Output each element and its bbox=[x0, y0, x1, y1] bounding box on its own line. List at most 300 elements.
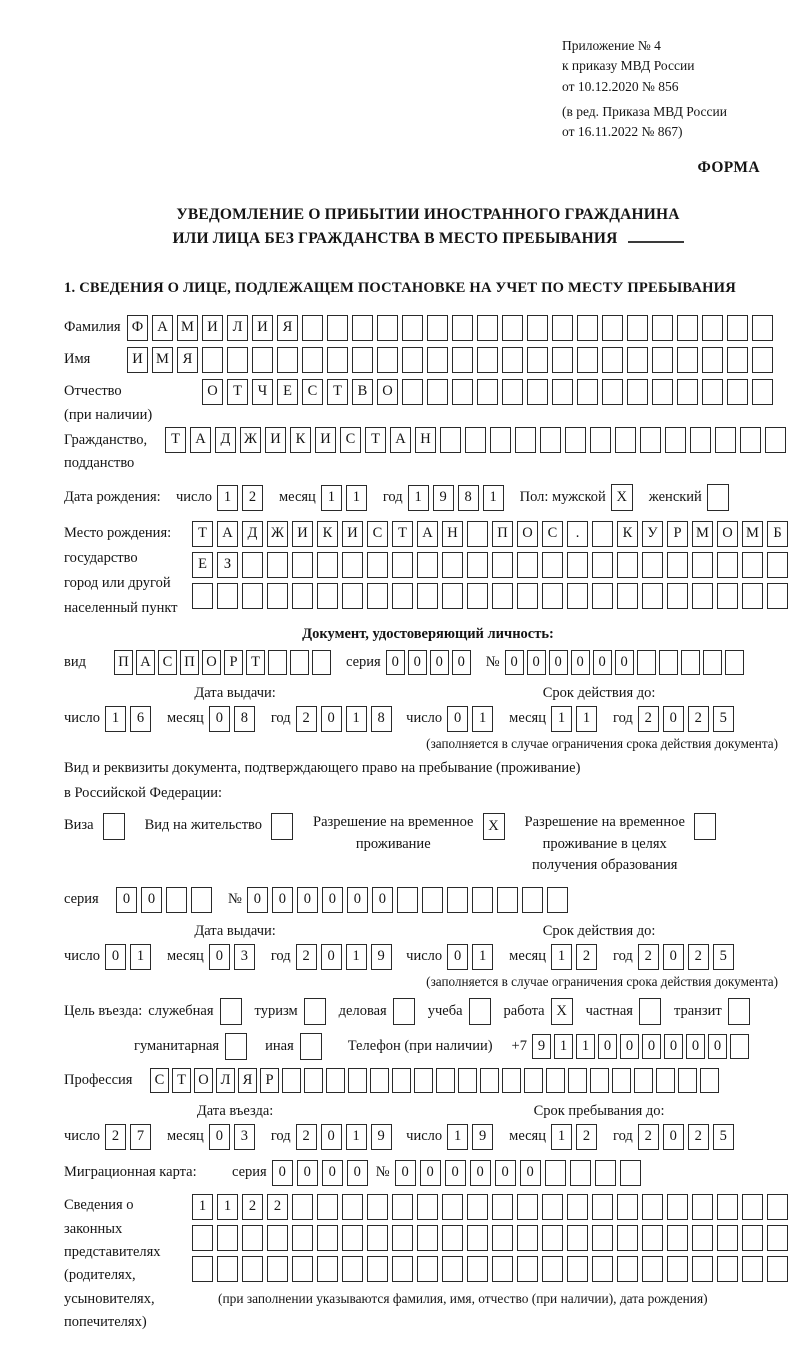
char-box[interactable]: Р bbox=[224, 650, 243, 675]
char-box[interactable]: Ж bbox=[240, 427, 261, 453]
char-box[interactable]: 3 bbox=[234, 1124, 255, 1150]
char-box[interactable] bbox=[392, 552, 413, 578]
char-box[interactable] bbox=[652, 347, 673, 373]
char-box[interactable]: 0 bbox=[420, 1160, 441, 1186]
char-box[interactable] bbox=[742, 1256, 763, 1282]
char-box[interactable] bbox=[577, 315, 598, 341]
char-box[interactable]: У bbox=[642, 521, 663, 547]
char-box[interactable] bbox=[642, 1256, 663, 1282]
char-box[interactable] bbox=[727, 347, 748, 373]
purpose-tourism-checkbox[interactable] bbox=[304, 998, 326, 1025]
char-box[interactable] bbox=[592, 1225, 613, 1251]
char-box[interactable] bbox=[667, 1225, 688, 1251]
char-box[interactable]: М bbox=[742, 521, 763, 547]
char-box[interactable]: 1 bbox=[554, 1034, 573, 1059]
char-box[interactable] bbox=[527, 347, 548, 373]
purpose-other-checkbox[interactable] bbox=[300, 1033, 322, 1060]
char-box[interactable] bbox=[627, 315, 648, 341]
char-box[interactable] bbox=[348, 1068, 367, 1093]
char-box[interactable]: 0 bbox=[209, 944, 230, 970]
char-box[interactable] bbox=[767, 1225, 788, 1251]
char-box[interactable]: 0 bbox=[663, 706, 684, 732]
char-box[interactable]: 1 bbox=[346, 944, 367, 970]
char-box[interactable]: Т bbox=[327, 379, 348, 405]
char-box[interactable] bbox=[447, 887, 468, 913]
char-box[interactable]: 0 bbox=[470, 1160, 491, 1186]
char-box[interactable]: Р bbox=[260, 1068, 279, 1093]
char-box[interactable] bbox=[191, 887, 212, 913]
char-box[interactable] bbox=[477, 379, 498, 405]
char-box[interactable] bbox=[417, 552, 438, 578]
char-box[interactable]: 0 bbox=[708, 1034, 727, 1059]
char-box[interactable] bbox=[166, 887, 187, 913]
char-box[interactable]: 0 bbox=[571, 650, 590, 675]
char-box[interactable] bbox=[480, 1068, 499, 1093]
char-box[interactable]: А bbox=[390, 427, 411, 453]
char-box[interactable]: С bbox=[542, 521, 563, 547]
char-box[interactable]: С bbox=[367, 521, 388, 547]
char-box[interactable] bbox=[267, 1225, 288, 1251]
char-box[interactable]: 2 bbox=[296, 706, 317, 732]
purpose-work-checkbox[interactable]: X bbox=[551, 998, 573, 1025]
char-box[interactable] bbox=[752, 315, 773, 341]
purpose-business-checkbox[interactable] bbox=[393, 998, 415, 1025]
char-box[interactable] bbox=[652, 379, 673, 405]
char-box[interactable]: 0 bbox=[686, 1034, 705, 1059]
char-box[interactable] bbox=[717, 1194, 738, 1220]
char-box[interactable] bbox=[302, 347, 323, 373]
char-box[interactable]: М bbox=[177, 315, 198, 341]
char-box[interactable] bbox=[304, 1068, 323, 1093]
char-box[interactable]: 5 bbox=[713, 944, 734, 970]
char-box[interactable] bbox=[702, 347, 723, 373]
char-box[interactable]: 2 bbox=[688, 944, 709, 970]
char-box[interactable]: 2 bbox=[576, 944, 597, 970]
char-box[interactable] bbox=[370, 1068, 389, 1093]
char-box[interactable] bbox=[277, 347, 298, 373]
char-box[interactable] bbox=[490, 427, 511, 453]
char-box[interactable] bbox=[659, 650, 678, 675]
char-box[interactable] bbox=[242, 583, 263, 609]
char-box[interactable] bbox=[517, 552, 538, 578]
sex-male-checkbox[interactable]: X bbox=[611, 484, 633, 511]
char-box[interactable]: И bbox=[127, 347, 148, 373]
char-box[interactable]: 2 bbox=[688, 706, 709, 732]
char-box[interactable] bbox=[568, 1068, 587, 1093]
char-box[interactable]: 9 bbox=[371, 944, 392, 970]
char-box[interactable] bbox=[620, 1160, 641, 1186]
char-box[interactable]: К bbox=[617, 521, 638, 547]
char-box[interactable] bbox=[467, 1225, 488, 1251]
char-box[interactable]: 1 bbox=[483, 485, 504, 511]
char-box[interactable]: 1 bbox=[447, 1124, 468, 1150]
char-box[interactable] bbox=[492, 1194, 513, 1220]
char-box[interactable]: К bbox=[317, 521, 338, 547]
char-box[interactable]: 0 bbox=[347, 887, 368, 913]
char-box[interactable] bbox=[702, 379, 723, 405]
char-box[interactable] bbox=[522, 887, 543, 913]
char-box[interactable] bbox=[552, 379, 573, 405]
char-box[interactable]: 1 bbox=[321, 485, 342, 511]
char-box[interactable]: 2 bbox=[242, 485, 263, 511]
char-box[interactable]: 3 bbox=[234, 944, 255, 970]
char-box[interactable] bbox=[427, 315, 448, 341]
char-box[interactable]: 0 bbox=[321, 944, 342, 970]
char-box[interactable] bbox=[465, 427, 486, 453]
char-box[interactable] bbox=[717, 552, 738, 578]
sex-female-checkbox[interactable] bbox=[707, 484, 729, 511]
char-box[interactable] bbox=[192, 1225, 213, 1251]
char-box[interactable] bbox=[602, 379, 623, 405]
char-box[interactable]: 9 bbox=[371, 1124, 392, 1150]
char-box[interactable]: С bbox=[150, 1068, 169, 1093]
char-box[interactable] bbox=[267, 552, 288, 578]
char-box[interactable] bbox=[467, 583, 488, 609]
char-box[interactable] bbox=[565, 427, 586, 453]
char-box[interactable]: 0 bbox=[615, 650, 634, 675]
char-box[interactable]: 9 bbox=[532, 1034, 551, 1059]
char-box[interactable] bbox=[552, 315, 573, 341]
char-box[interactable]: 0 bbox=[247, 887, 268, 913]
char-box[interactable] bbox=[765, 427, 786, 453]
char-box[interactable]: 2 bbox=[638, 944, 659, 970]
char-box[interactable]: Я bbox=[177, 347, 198, 373]
char-box[interactable] bbox=[690, 427, 711, 453]
char-box[interactable]: А bbox=[217, 521, 238, 547]
char-box[interactable]: 0 bbox=[209, 1124, 230, 1150]
char-box[interactable]: И bbox=[292, 521, 313, 547]
char-box[interactable] bbox=[397, 887, 418, 913]
char-box[interactable] bbox=[367, 1194, 388, 1220]
char-box[interactable] bbox=[472, 887, 493, 913]
char-box[interactable]: П bbox=[114, 650, 133, 675]
char-box[interactable] bbox=[717, 1225, 738, 1251]
char-box[interactable] bbox=[727, 315, 748, 341]
char-box[interactable] bbox=[602, 315, 623, 341]
residence-permit-checkbox[interactable] bbox=[271, 813, 293, 840]
char-box[interactable] bbox=[342, 1225, 363, 1251]
char-box[interactable] bbox=[290, 650, 309, 675]
char-box[interactable] bbox=[392, 1225, 413, 1251]
char-box[interactable] bbox=[627, 379, 648, 405]
char-box[interactable] bbox=[442, 1256, 463, 1282]
char-box[interactable] bbox=[242, 1225, 263, 1251]
char-box[interactable]: П bbox=[180, 650, 199, 675]
char-box[interactable] bbox=[592, 1256, 613, 1282]
char-box[interactable] bbox=[570, 1160, 591, 1186]
char-box[interactable] bbox=[452, 315, 473, 341]
char-box[interactable] bbox=[367, 1256, 388, 1282]
char-box[interactable] bbox=[326, 1068, 345, 1093]
char-box[interactable]: 0 bbox=[321, 1124, 342, 1150]
char-box[interactable]: 1 bbox=[576, 1034, 595, 1059]
char-box[interactable]: 5 bbox=[713, 1124, 734, 1150]
char-box[interactable] bbox=[642, 552, 663, 578]
char-box[interactable]: 0 bbox=[549, 650, 568, 675]
char-box[interactable]: 0 bbox=[395, 1160, 416, 1186]
char-box[interactable]: 2 bbox=[296, 944, 317, 970]
char-box[interactable]: 1 bbox=[217, 1194, 238, 1220]
char-box[interactable] bbox=[497, 887, 518, 913]
char-box[interactable] bbox=[342, 1256, 363, 1282]
char-box[interactable] bbox=[545, 1160, 566, 1186]
char-box[interactable]: 0 bbox=[297, 887, 318, 913]
char-box[interactable]: 0 bbox=[598, 1034, 617, 1059]
char-box[interactable] bbox=[402, 379, 423, 405]
char-box[interactable]: Т bbox=[172, 1068, 191, 1093]
char-box[interactable] bbox=[317, 1256, 338, 1282]
char-box[interactable]: 1 bbox=[472, 944, 493, 970]
char-box[interactable]: 2 bbox=[296, 1124, 317, 1150]
char-box[interactable]: А bbox=[136, 650, 155, 675]
char-box[interactable]: 5 bbox=[713, 706, 734, 732]
char-box[interactable] bbox=[627, 347, 648, 373]
char-box[interactable] bbox=[342, 1194, 363, 1220]
char-box[interactable]: 1 bbox=[408, 485, 429, 511]
char-box[interactable] bbox=[417, 583, 438, 609]
char-box[interactable]: 7 bbox=[130, 1124, 151, 1150]
char-box[interactable]: 8 bbox=[458, 485, 479, 511]
char-box[interactable] bbox=[617, 583, 638, 609]
char-box[interactable]: Ф bbox=[127, 315, 148, 341]
char-box[interactable] bbox=[742, 1194, 763, 1220]
char-box[interactable] bbox=[202, 347, 223, 373]
char-box[interactable] bbox=[502, 1068, 521, 1093]
char-box[interactable] bbox=[292, 583, 313, 609]
char-box[interactable]: 0 bbox=[527, 650, 546, 675]
char-box[interactable] bbox=[677, 379, 698, 405]
char-box[interactable]: 2 bbox=[267, 1194, 288, 1220]
char-box[interactable] bbox=[634, 1068, 653, 1093]
char-box[interactable] bbox=[377, 315, 398, 341]
char-box[interactable]: И bbox=[265, 427, 286, 453]
char-box[interactable]: Т bbox=[192, 521, 213, 547]
char-box[interactable] bbox=[502, 315, 523, 341]
char-box[interactable] bbox=[665, 427, 686, 453]
edu-residence-permit-checkbox[interactable] bbox=[694, 813, 716, 840]
char-box[interactable] bbox=[422, 887, 443, 913]
char-box[interactable] bbox=[592, 552, 613, 578]
char-box[interactable] bbox=[227, 347, 248, 373]
char-box[interactable] bbox=[552, 347, 573, 373]
char-box[interactable] bbox=[192, 1256, 213, 1282]
char-box[interactable] bbox=[742, 552, 763, 578]
char-box[interactable]: Е bbox=[277, 379, 298, 405]
char-box[interactable] bbox=[517, 583, 538, 609]
char-box[interactable]: 0 bbox=[372, 887, 393, 913]
char-box[interactable] bbox=[452, 347, 473, 373]
char-box[interactable] bbox=[656, 1068, 675, 1093]
char-box[interactable] bbox=[217, 1256, 238, 1282]
char-box[interactable] bbox=[725, 650, 744, 675]
purpose-study-checkbox[interactable] bbox=[469, 998, 491, 1025]
char-box[interactable] bbox=[517, 1225, 538, 1251]
char-box[interactable]: М bbox=[152, 347, 173, 373]
char-box[interactable] bbox=[392, 1068, 411, 1093]
char-box[interactable]: И bbox=[342, 521, 363, 547]
char-box[interactable] bbox=[617, 552, 638, 578]
char-box[interactable] bbox=[282, 1068, 301, 1093]
char-box[interactable] bbox=[678, 1068, 697, 1093]
char-box[interactable] bbox=[342, 583, 363, 609]
char-box[interactable]: О bbox=[202, 650, 221, 675]
char-box[interactable] bbox=[681, 650, 700, 675]
char-box[interactable]: Н bbox=[442, 521, 463, 547]
char-box[interactable]: 8 bbox=[371, 706, 392, 732]
char-box[interactable]: 2 bbox=[576, 1124, 597, 1150]
char-box[interactable]: 0 bbox=[452, 650, 471, 675]
char-box[interactable] bbox=[392, 583, 413, 609]
char-box[interactable] bbox=[292, 1194, 313, 1220]
char-box[interactable]: 0 bbox=[620, 1034, 639, 1059]
char-box[interactable] bbox=[540, 427, 561, 453]
char-box[interactable]: Д bbox=[242, 521, 263, 547]
purpose-transit-checkbox[interactable] bbox=[728, 998, 750, 1025]
char-box[interactable]: 0 bbox=[272, 1160, 293, 1186]
char-box[interactable]: 0 bbox=[663, 944, 684, 970]
char-box[interactable] bbox=[352, 347, 373, 373]
char-box[interactable] bbox=[342, 552, 363, 578]
char-box[interactable]: 2 bbox=[688, 1124, 709, 1150]
char-box[interactable] bbox=[542, 1256, 563, 1282]
char-box[interactable]: П bbox=[492, 521, 513, 547]
char-box[interactable] bbox=[700, 1068, 719, 1093]
char-box[interactable]: 0 bbox=[116, 887, 137, 913]
char-box[interactable]: 0 bbox=[141, 887, 162, 913]
char-box[interactable]: Т bbox=[246, 650, 265, 675]
char-box[interactable]: 0 bbox=[322, 1160, 343, 1186]
char-box[interactable]: . bbox=[567, 521, 588, 547]
char-box[interactable] bbox=[617, 1256, 638, 1282]
char-box[interactable] bbox=[242, 552, 263, 578]
char-box[interactable]: 6 bbox=[130, 706, 151, 732]
char-box[interactable] bbox=[642, 1225, 663, 1251]
char-box[interactable]: К bbox=[290, 427, 311, 453]
char-box[interactable]: 9 bbox=[472, 1124, 493, 1150]
char-box[interactable] bbox=[402, 347, 423, 373]
char-box[interactable]: 1 bbox=[346, 1124, 367, 1150]
char-box[interactable]: А bbox=[152, 315, 173, 341]
char-box[interactable]: 1 bbox=[551, 1124, 572, 1150]
char-box[interactable]: И bbox=[315, 427, 336, 453]
char-box[interactable]: В bbox=[352, 379, 373, 405]
char-box[interactable] bbox=[302, 315, 323, 341]
char-box[interactable]: 0 bbox=[505, 650, 524, 675]
char-box[interactable] bbox=[642, 1194, 663, 1220]
char-box[interactable]: Н bbox=[415, 427, 436, 453]
char-box[interactable] bbox=[402, 315, 423, 341]
char-box[interactable] bbox=[502, 347, 523, 373]
char-box[interactable] bbox=[427, 379, 448, 405]
char-box[interactable]: 1 bbox=[551, 944, 572, 970]
char-box[interactable] bbox=[742, 583, 763, 609]
char-box[interactable]: Т bbox=[227, 379, 248, 405]
char-box[interactable] bbox=[492, 552, 513, 578]
char-box[interactable]: М bbox=[692, 521, 713, 547]
char-box[interactable]: Ч bbox=[252, 379, 273, 405]
char-box[interactable] bbox=[567, 1256, 588, 1282]
char-box[interactable] bbox=[517, 1194, 538, 1220]
char-box[interactable]: Я bbox=[277, 315, 298, 341]
char-box[interactable] bbox=[542, 583, 563, 609]
char-box[interactable] bbox=[367, 1225, 388, 1251]
char-box[interactable]: О bbox=[194, 1068, 213, 1093]
char-box[interactable]: С bbox=[158, 650, 177, 675]
char-box[interactable]: Р bbox=[667, 521, 688, 547]
char-box[interactable] bbox=[577, 379, 598, 405]
char-box[interactable] bbox=[442, 552, 463, 578]
char-box[interactable] bbox=[692, 1256, 713, 1282]
char-box[interactable] bbox=[715, 427, 736, 453]
char-box[interactable]: Е bbox=[192, 552, 213, 578]
char-box[interactable] bbox=[377, 347, 398, 373]
char-box[interactable] bbox=[667, 1256, 688, 1282]
char-box[interactable]: 2 bbox=[638, 706, 659, 732]
char-box[interactable]: З bbox=[217, 552, 238, 578]
char-box[interactable] bbox=[692, 552, 713, 578]
char-box[interactable] bbox=[317, 1225, 338, 1251]
char-box[interactable] bbox=[312, 650, 331, 675]
char-box[interactable]: 0 bbox=[408, 650, 427, 675]
char-box[interactable] bbox=[268, 650, 287, 675]
char-box[interactable]: 0 bbox=[642, 1034, 661, 1059]
char-box[interactable]: О bbox=[202, 379, 223, 405]
char-box[interactable] bbox=[392, 1256, 413, 1282]
char-box[interactable] bbox=[677, 315, 698, 341]
char-box[interactable] bbox=[637, 650, 656, 675]
char-box[interactable] bbox=[752, 379, 773, 405]
char-box[interactable]: 9 bbox=[433, 485, 454, 511]
char-box[interactable]: 2 bbox=[638, 1124, 659, 1150]
char-box[interactable] bbox=[317, 583, 338, 609]
char-box[interactable] bbox=[417, 1194, 438, 1220]
char-box[interactable] bbox=[667, 1194, 688, 1220]
char-box[interactable]: 2 bbox=[242, 1194, 263, 1220]
char-box[interactable] bbox=[590, 1068, 609, 1093]
purpose-private-checkbox[interactable] bbox=[639, 998, 661, 1025]
char-box[interactable] bbox=[602, 347, 623, 373]
char-box[interactable]: 0 bbox=[322, 887, 343, 913]
char-box[interactable] bbox=[467, 521, 488, 547]
char-box[interactable]: 2 bbox=[105, 1124, 126, 1150]
char-box[interactable]: 0 bbox=[209, 706, 230, 732]
char-box[interactable] bbox=[546, 1068, 565, 1093]
char-box[interactable]: Д bbox=[215, 427, 236, 453]
visa-checkbox[interactable] bbox=[103, 813, 125, 840]
char-box[interactable] bbox=[592, 583, 613, 609]
char-box[interactable]: 0 bbox=[495, 1160, 516, 1186]
char-box[interactable] bbox=[567, 1225, 588, 1251]
char-box[interactable] bbox=[767, 552, 788, 578]
char-box[interactable] bbox=[217, 1225, 238, 1251]
char-box[interactable] bbox=[542, 1194, 563, 1220]
char-box[interactable]: 0 bbox=[430, 650, 449, 675]
char-box[interactable] bbox=[615, 427, 636, 453]
char-box[interactable] bbox=[717, 1256, 738, 1282]
char-box[interactable] bbox=[703, 650, 722, 675]
char-box[interactable] bbox=[752, 347, 773, 373]
char-box[interactable] bbox=[692, 1194, 713, 1220]
char-box[interactable] bbox=[327, 347, 348, 373]
char-box[interactable] bbox=[547, 887, 568, 913]
char-box[interactable] bbox=[692, 1225, 713, 1251]
char-box[interactable]: 0 bbox=[447, 706, 468, 732]
char-box[interactable] bbox=[367, 583, 388, 609]
char-box[interactable]: С bbox=[340, 427, 361, 453]
char-box[interactable] bbox=[677, 347, 698, 373]
char-box[interactable] bbox=[592, 521, 613, 547]
char-box[interactable]: С bbox=[302, 379, 323, 405]
